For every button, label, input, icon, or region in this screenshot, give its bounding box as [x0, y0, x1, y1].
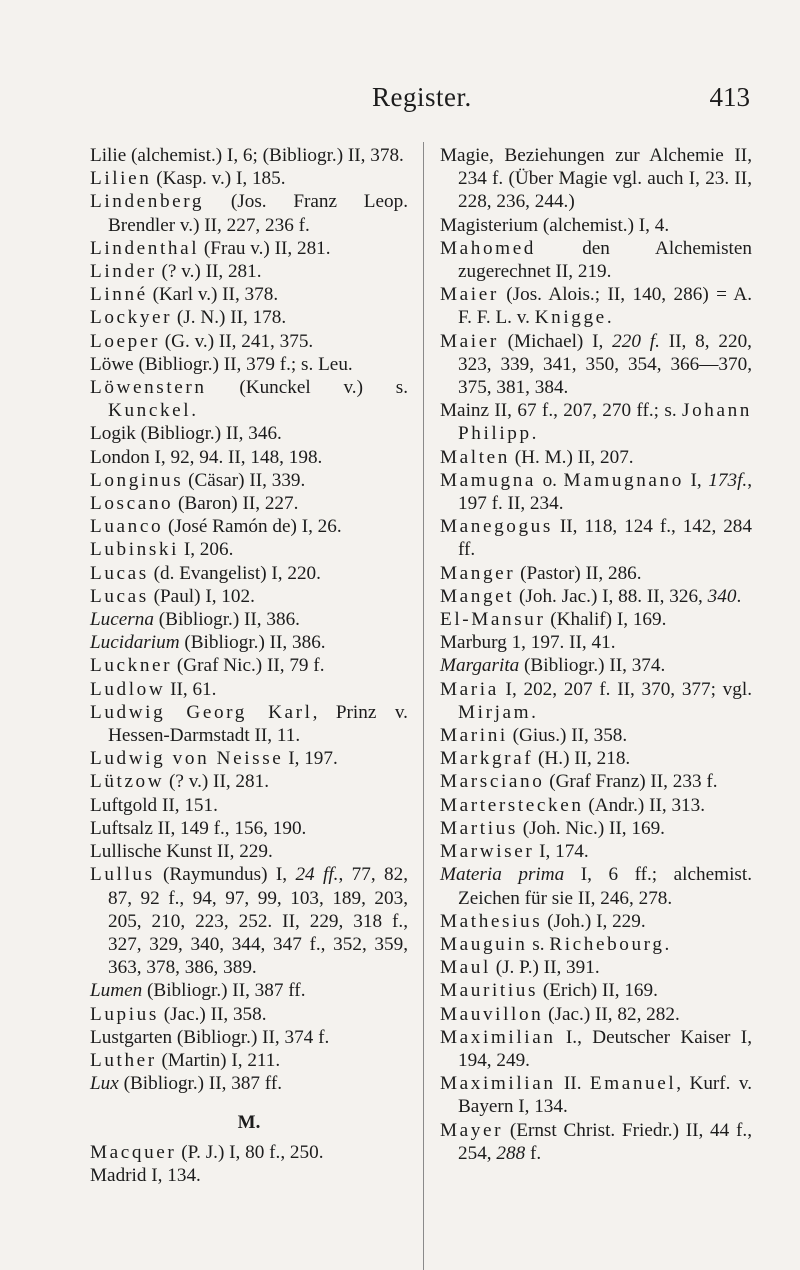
index-entry [90, 562, 408, 585]
entry-references: (H.) II, 218. [533, 748, 631, 770]
index-entry [90, 469, 408, 492]
entry-references: . [531, 423, 537, 445]
entry-italic-ref: 220 f. [612, 330, 660, 352]
index-entry [90, 1141, 408, 1164]
entry-references: I, 197. [283, 748, 338, 770]
index-entry [90, 422, 408, 445]
index-entry [440, 1003, 752, 1026]
entry-name: Markgraf [440, 748, 534, 770]
entry-name: Manegogus [440, 516, 553, 538]
entry-references: , 197 f. II, 234. [458, 469, 752, 515]
entry-references: (Andr.) II, 313. [583, 794, 706, 816]
index-entry [440, 724, 752, 747]
entry-crossref-name: Johann Philipp [458, 400, 752, 445]
entry-references: I, 174. [534, 841, 589, 863]
entry-references: (P. J.) I, 80 f., 250. [176, 1141, 324, 1163]
entry-references: (Joh. Jac.) I, 88. II, 326, [514, 585, 708, 607]
entry-italic-ref: 340 [707, 585, 737, 607]
entry-name: Lucas [90, 585, 149, 607]
index-entry [90, 794, 408, 817]
index-entry [90, 863, 408, 979]
index-entry [90, 747, 408, 770]
index-entry [90, 306, 408, 329]
entry-references: , Prinz v. Hessen-Darmstadt II, 11. [108, 701, 408, 747]
entry-references: , Kurf. v. Bayern I, 134. [458, 1073, 753, 1118]
index-entry [440, 770, 752, 793]
entry-name: Manger [440, 562, 516, 584]
entry-italic-term: Materia prima [440, 864, 565, 886]
entry-name: Lindenberg [90, 191, 205, 213]
entry-references: II, 61. [165, 678, 217, 700]
right-column [440, 144, 752, 1165]
entry-crossref-name: Emanuel [589, 1073, 677, 1095]
index-entry [440, 678, 752, 724]
entry-references: (? v.) II, 281. [156, 261, 262, 283]
entry-references: (d. Evangelist) I, 220. [148, 562, 321, 584]
index-entry [90, 144, 408, 167]
entry-name: Mauguin [440, 933, 528, 955]
entry-references: f. [525, 1142, 542, 1164]
entry-italic-ref: 173f. [708, 469, 748, 491]
entry-crossref-name: Mamugnano [563, 469, 684, 491]
entry-references: (Bibliogr.) II, 374. [519, 655, 666, 677]
entry-references: den Alchemisten zugerechnet II, 219. [458, 237, 752, 283]
entry-crossref-name: Mirjam [458, 701, 532, 723]
entry-name: Luther [90, 1049, 157, 1071]
index-entry [90, 979, 408, 1002]
entry-name: Lullus [90, 864, 155, 886]
entry-references: , 77, 82, 87, 92 f., 94, 97, 99, 103, 189, 203, 205, 210, 223, 252. II, 229, 318 f., 327, 329, 340, 344, 347 f., 352, 359, 363, 378, 386, 389. [108, 864, 408, 979]
index-entry [90, 330, 408, 353]
entry-references: (Joh.) I, 229. [542, 910, 646, 932]
entry-references: (Graf Nic.) II, 79 f. [172, 655, 325, 677]
entry-references: (Kunckel v.) s. [206, 377, 408, 399]
index-entry [90, 840, 408, 863]
entry-references: I, 6 ff.; alchemist. Zeichen für sie II, 246, 278. [458, 864, 752, 909]
index-entry [90, 817, 408, 840]
entry-references: . [664, 933, 670, 955]
entry-references: Lustgarten (Bibliogr.) II, 374 f. [90, 1026, 330, 1048]
entry-references: Mainz II, 67 f., 207, 270 ff.; s. [440, 400, 683, 422]
index-entry [440, 817, 752, 840]
entry-references: (? v.) II, 281. [164, 771, 269, 793]
index-entry [440, 399, 752, 445]
entry-references: Luftsalz II, 149 f., 156, 190. [90, 817, 307, 839]
index-entry [440, 1072, 752, 1118]
entry-references: (Karl v.) II, 378. [147, 284, 279, 306]
entry-references: I, 206. [179, 539, 234, 561]
entry-name: Lützow [90, 771, 165, 793]
entry-references: (Bibliogr.) II, 387 ff. [142, 980, 306, 1002]
entry-references: I, 202, 207 f. II, 370, 377; vgl. [498, 678, 752, 700]
index-entry [90, 678, 408, 701]
entry-name: Malten [440, 446, 510, 468]
entry-references: (Bibliogr.) II, 386. [153, 609, 300, 631]
index-entry [440, 214, 752, 237]
entry-italic-ref: 288 [496, 1142, 526, 1164]
entry-name: Marterstecken [440, 794, 584, 816]
entry-references: (Baron) II, 227. [173, 493, 299, 515]
entry-name: Lindenthal [90, 237, 200, 259]
entry-crossref-name: Knigge [534, 307, 607, 329]
index-entry [440, 283, 752, 329]
entry-name: Maier [440, 284, 499, 306]
entry-references: (H. M.) II, 207. [509, 446, 634, 468]
entry-name: Loeper [90, 330, 160, 352]
section-letter: M. [237, 1112, 261, 1134]
entry-name: Mamugna [440, 469, 536, 491]
entry-references: II. [555, 1073, 590, 1095]
entry-name: Mayer [440, 1119, 504, 1141]
running-title: Register. [372, 82, 472, 112]
index-entry [440, 144, 752, 214]
entry-references: (Paul) I, 102. [148, 585, 255, 607]
page-header [0, 82, 800, 122]
entry-italic-term: Lux [90, 1073, 119, 1095]
index-entry [440, 446, 752, 469]
entry-name: Löwenstern [90, 377, 207, 399]
index-entry [90, 1049, 408, 1072]
entry-name: Maier [440, 330, 499, 352]
entry-references: (Pastor) II, 286. [515, 562, 642, 584]
entry-italic-ref: 24 ff. [295, 864, 339, 886]
entry-references: (Jos. Alois.; II, 140, 286) = A. F. F. L. v. [458, 284, 752, 329]
entry-crossref-name: Kunckel [108, 400, 192, 422]
entry-references: . [736, 585, 742, 607]
entry-name: Marini [440, 725, 508, 747]
index-entry [90, 167, 408, 190]
index-entry [90, 190, 408, 236]
entry-name: Ludwig von Neisse [90, 748, 284, 770]
entry-references: (Jac.) II, 358. [158, 1003, 267, 1025]
entry-references: (Jac.) II, 82, 282. [543, 1003, 680, 1025]
entry-references: (Khalif) I, 169. [545, 609, 667, 631]
entry-name: El-Mansur [440, 609, 546, 631]
entry-name: Lupius [90, 1003, 159, 1025]
entry-references: Marburg 1, 197. II, 41. [440, 632, 616, 654]
entry-name: Lucas [90, 562, 149, 584]
entry-references: (Michael) I, [498, 330, 613, 352]
entry-name: Maria [440, 678, 499, 700]
entry-references: (Raymundus) I, [154, 864, 296, 886]
entry-name: Marsciano [440, 771, 545, 793]
entry-name: Ludlow [90, 678, 166, 700]
index-entry [90, 283, 408, 306]
entry-references: Löwe (Bibliogr.) II, 379 f.; s. Leu. [90, 353, 353, 375]
index-entry [90, 1164, 408, 1187]
entry-name: Lubinski [90, 539, 180, 561]
entry-name: Longinus [90, 469, 184, 491]
entry-references: (Erich) II, 169. [538, 980, 658, 1002]
entry-references: s. [527, 933, 550, 955]
index-entry [90, 237, 408, 260]
entry-references: (Frau v.) II, 281. [199, 237, 331, 259]
entry-references: (Joh. Nic.) II, 169. [517, 817, 665, 839]
left-column [90, 144, 408, 1187]
entry-references: (J. N.) II, 178. [172, 307, 287, 329]
entry-references: I., Deutscher Kaiser I, 194, 249. [458, 1026, 752, 1071]
entry-italic-term: Lucerna [90, 609, 154, 631]
entry-references: (Kasp. v.) I, 185. [151, 168, 286, 190]
index-entry [90, 260, 408, 283]
entry-crossref-name: Richebourg [549, 933, 665, 955]
index-entry [90, 492, 408, 515]
index-entry [440, 469, 752, 515]
entry-references: (Ernst Christ. Friedr.) II, 44 f., 254, [458, 1119, 752, 1164]
entry-name: Lockyer [90, 307, 173, 329]
entry-name: Mauvillon [440, 1003, 544, 1025]
entry-name: Loscano [90, 493, 174, 515]
index-entry [440, 237, 752, 283]
entry-name: Maximilian [440, 1073, 556, 1095]
index-entry [90, 701, 408, 747]
index-entry [440, 956, 752, 979]
index-entry [90, 1072, 408, 1095]
index-entry [90, 1003, 408, 1026]
entry-references: Magie, Beziehungen zur Alchemie II, 234 f. (Über Magie vgl. auch I, 23. II, 228, 236, 244.) [440, 145, 752, 213]
index-entry [440, 515, 752, 561]
entry-name: Luanco [90, 516, 164, 538]
index-entry [440, 794, 752, 817]
entry-references: o. [536, 469, 564, 491]
index-entry [440, 933, 752, 956]
index-entry [90, 538, 408, 561]
entry-references: (Gius.) II, 358. [507, 725, 628, 747]
entry-references: Luftgold II, 151. [90, 794, 218, 816]
index-entry [440, 979, 752, 1002]
entry-references: Logik (Bibliogr.) II, 346. [90, 423, 282, 445]
entry-name: Mauritius [440, 980, 539, 1002]
index-entry [90, 585, 408, 608]
entry-references: Magisterium (alchemist.) I, 4. [440, 214, 670, 236]
index-entry [90, 376, 408, 422]
index-entry [90, 353, 408, 376]
entry-references: (Martin) I, 211. [156, 1049, 281, 1071]
index-entry [90, 1026, 408, 1049]
index-entry [440, 608, 752, 631]
entry-name: Linné [90, 284, 148, 306]
entry-name: Mathesius [440, 910, 543, 932]
entry-references: I, [683, 469, 709, 491]
index-entry [440, 330, 752, 400]
index-entry [440, 654, 752, 677]
index-entry [90, 654, 408, 677]
entry-name: Manget [440, 585, 515, 607]
entry-italic-term: Lumen [90, 980, 143, 1002]
entry-name: Linder [90, 261, 157, 283]
entry-references: (Jos. Franz Leop. Brendler v.) II, 227, 236 f. [108, 191, 408, 236]
entry-references: (Cäsar) II, 339. [183, 469, 306, 491]
entry-italic-term: Lucidarium [90, 632, 180, 654]
entry-references: II, 118, 124 f., 142, 284 ff. [458, 516, 752, 561]
index-entry [90, 515, 408, 538]
index-entry [90, 446, 408, 469]
index-entry [440, 585, 752, 608]
entry-references: II, 8, 220, 323, 339, 341, 350, 354, 366—370, 375, 381, 384. [458, 330, 752, 399]
entry-references: Madrid I, 134. [90, 1164, 201, 1186]
entry-name: Marwiser [440, 841, 535, 863]
column-divider [423, 142, 424, 1270]
entry-italic-term: Margarita [440, 655, 520, 677]
entry-references: (Bibliogr.) II, 386. [179, 632, 326, 654]
index-entry [90, 608, 408, 631]
page-number: 413 [709, 82, 750, 112]
entry-name: Luckner [90, 655, 173, 677]
index-entry [440, 910, 752, 933]
entry-references: (Graf Franz) II, 233 f. [544, 771, 718, 793]
index-entry [90, 631, 408, 654]
entry-name: Maximilian [440, 1026, 556, 1048]
index-entry [440, 863, 752, 909]
entry-name: Lilien [90, 168, 152, 190]
entry-references: (José Ramón de) I, 26. [163, 516, 342, 538]
entry-name: Maul [440, 957, 491, 979]
index-entry [440, 1119, 752, 1165]
entry-references: Lilie (alchemist.) I, 6; (Bibliogr.) II, 378. [90, 145, 404, 166]
index-entry [440, 562, 752, 585]
index-entry [440, 631, 752, 654]
entry-name: Mahomed [440, 237, 536, 259]
entry-references: London I, 92, 94. II, 148, 198. [90, 446, 323, 468]
entry-name: Martius [440, 817, 518, 839]
entry-name: Ludwig Georg Karl [90, 701, 313, 723]
entry-references: . [531, 701, 536, 723]
index-entry [90, 770, 408, 793]
entry-references: . [606, 307, 612, 329]
entry-references: (G. v.) II, 241, 375. [159, 330, 314, 352]
entry-references: (J. P.) II, 391. [490, 957, 600, 979]
entry-references: . [191, 400, 196, 422]
index-entry [440, 747, 752, 770]
entry-references: Lullische Kunst II, 229. [90, 841, 273, 863]
entry-references: (Bibliogr.) II, 387 ff. [118, 1073, 283, 1095]
index-entry [440, 840, 752, 863]
entry-name: Macquer [90, 1141, 177, 1163]
index-entry [440, 1026, 752, 1072]
